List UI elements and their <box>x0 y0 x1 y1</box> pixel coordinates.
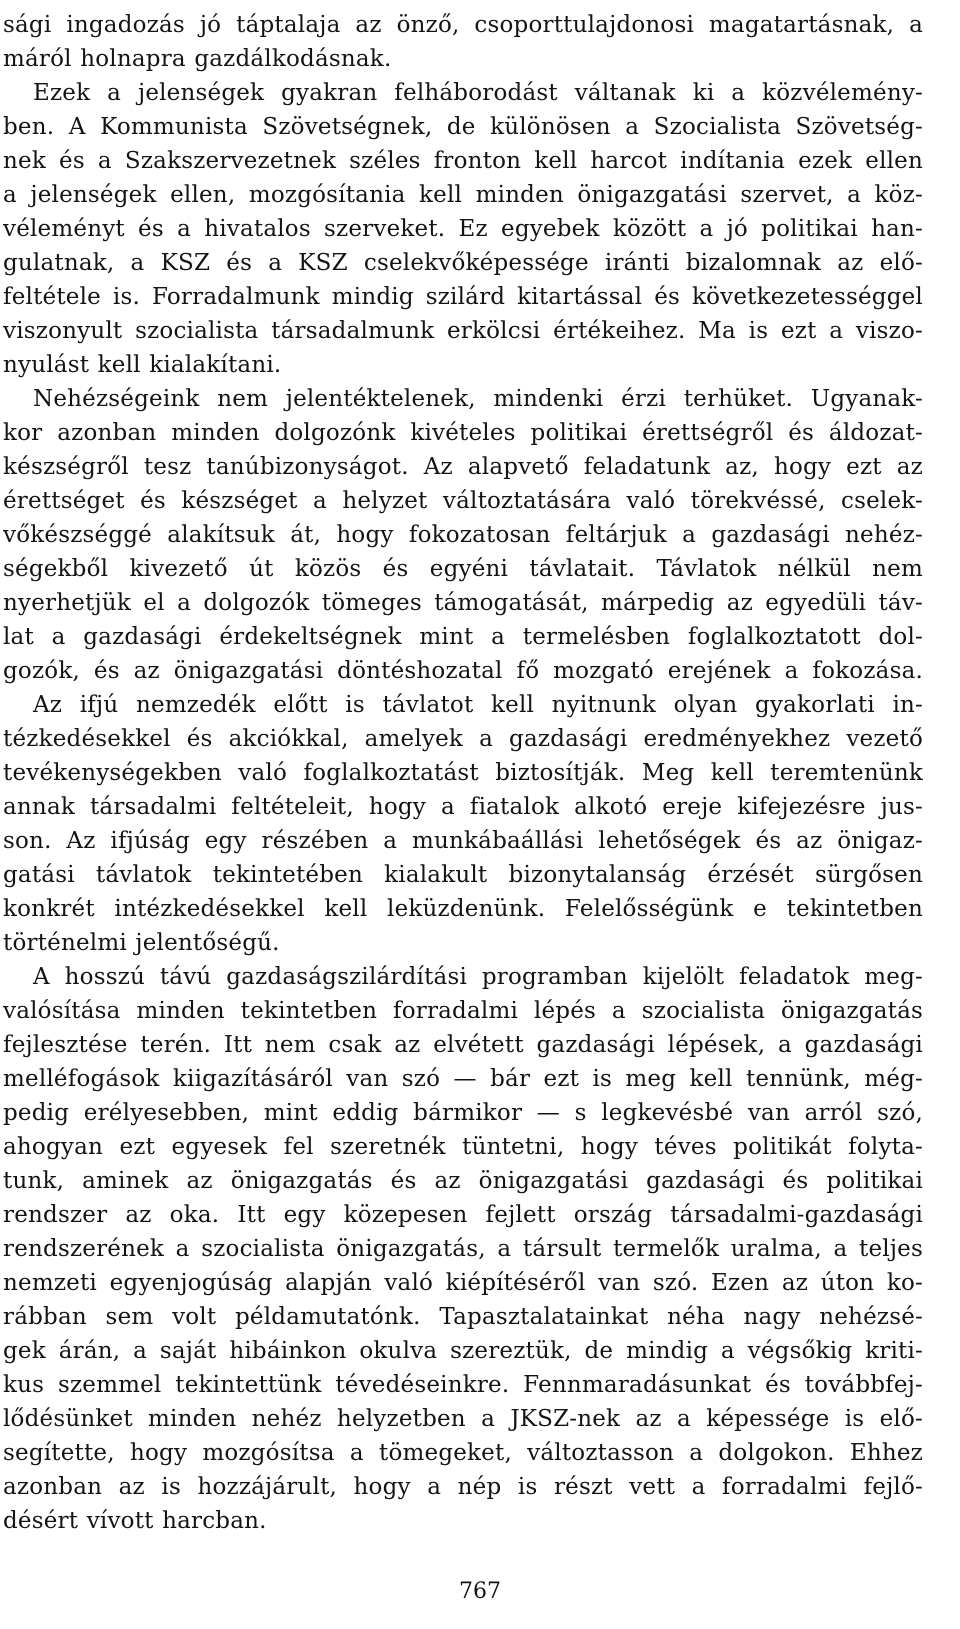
text-line: son. Az ifjúság egy részében a munkábaállási lehetőségek és az önigaz- <box>3 828 923 854</box>
text-line: lat a gazdasági érdekeltségnek mint a termelésben foglalkoztatott dol- <box>3 624 923 650</box>
text-line: sági ingadozás jó táptalaja az önző, csoporttulajdonosi magatartásnak, a <box>3 12 923 38</box>
text-line: érettséget és készséget a helyzet változtatására való törekvéssé, cselek- <box>3 488 923 514</box>
text-line: Nehézségeink nem jelentéktelenek, mindenki érzi terhüket. Ugyanak- <box>33 386 923 412</box>
body-text <box>3 8 923 1538</box>
page-number: 767 <box>459 1579 501 1604</box>
text-line: gek árán, a saját hibáinkon okulva szereztük, de mindig a végsőkig kriti- <box>3 1338 923 1364</box>
text-line: feltétele is. Forradalmunk mindig szilárd kitartással és következetességgel <box>3 284 923 310</box>
text-line: désért vívott harcban. <box>3 1508 267 1534</box>
text-line: valósítása minden tekintetben forradalmi lépés a szocialista önigazgatás <box>3 998 923 1024</box>
text-line: lődésünket minden nehéz helyzetben a JKSZ-nek az a képessége is elő- <box>3 1406 923 1432</box>
text-line: azonban az is hozzájárult, hogy a nép is részt vett a forradalmi fejlő- <box>3 1474 923 1500</box>
text-line: rendszer az oka. Itt egy közepesen fejlett ország társadalmi-gazdasági <box>3 1202 923 1228</box>
text-line: ahogyan ezt egyesek fel szeretnék tüntetni, hogy téves politikát folyta- <box>3 1134 923 1160</box>
text-line: nyulást kell kialakítani. <box>3 352 282 378</box>
text-line: a jelenségek ellen, mozgósítania kell minden önigazgatási szervet, a köz- <box>3 182 923 208</box>
text-line: tézkedésekkel és akciókkal, amelyek a gazdasági eredményekhez vezető <box>3 726 923 752</box>
text-line: máról holnapra gazdálkodásnak. <box>3 46 392 72</box>
text-line: nyerhetjük el a dolgozók tömeges támogatását, márpedig az egyedüli táv- <box>3 590 923 616</box>
text-line: pedig erélyesebben, mint eddig bármikor — s legkevésbé van arról szó, <box>3 1100 923 1126</box>
text-line: segítette, hogy mozgósítsa a tömegeket, változtasson a dolgokon. Ehhez <box>3 1440 923 1466</box>
text-line: gozók, és az önigazgatási döntéshozatal fő mozgató erejének a fokozása. <box>3 658 923 684</box>
text-line: rábban sem volt példamutatónk. Tapasztalatainkat néha nagy nehézsé- <box>3 1304 923 1330</box>
text-line: fejlesztése terén. Itt nem csak az elvétett gazdasági lépések, a gazdasági <box>3 1032 923 1058</box>
text-line: vőkészséggé alakítsuk át, hogy fokozatosan feltárjuk a gazdasági nehéz- <box>3 522 923 548</box>
text-line: viszonyult szocialista társadalmunk erkölcsi értékeihez. Ma is ezt a viszo- <box>3 318 923 344</box>
text-line: gulatnak, a KSZ és a KSZ cselekvőképessége iránti bizalomnak az elő- <box>3 250 923 276</box>
text-line: Ezek a jelenségek gyakran felháborodást váltanak ki a közvélemény- <box>33 80 923 106</box>
text-line: rendszerének a szocialista önigazgatás, a társult termelők uralma, a teljes <box>3 1236 923 1262</box>
text-line: történelmi jelentőségű. <box>3 930 280 956</box>
text-line: kus szemmel tekintettünk tévedéseinkre. Fennmaradásunkat és továbbfej- <box>3 1372 923 1398</box>
text-line: tevékenységekben való foglalkoztatást biztosítják. Meg kell teremtenünk <box>3 760 923 786</box>
text-line: tunk, aminek az önigazgatás és az önigazgatási gazdasági és politikai <box>3 1168 923 1194</box>
text-line: kor azonban minden dolgozónk kivételes politikai érettségről és áldozat- <box>3 420 923 446</box>
text-line: gatási távlatok tekintetében kialakult bizonytalanság érzését sürgősen <box>3 862 923 888</box>
text-line: ségekből kivezető út közös és egyéni távlatait. Távlatok nélkül nem <box>3 556 923 582</box>
text-line: ben. A Kommunista Szövetségnek, de különösen a Szocialista Szövetség- <box>3 114 923 140</box>
text-line: készségről tesz tanúbizonyságot. Az alapvető feladatunk az, hogy ezt az <box>3 454 923 480</box>
text-line: nek és a Szakszervezetnek széles fronton kell harcot indítania ezek ellen <box>3 148 923 174</box>
text-line: konkrét intézkedésekkel kell leküzdenünk. Felelősségünk e tekintetben <box>3 896 923 922</box>
text-line: véleményt és a hivatalos szerveket. Ez egyebek között a jó politikai han- <box>3 216 923 242</box>
text-line: melléfogások kiigazításáról van szó — bár ezt is meg kell tennünk, még- <box>3 1066 923 1092</box>
text-line: Az ifjú nemzedék előtt is távlatot kell nyitnunk olyan gyakorlati in- <box>33 692 923 718</box>
text-line: A hosszú távú gazdaságszilárdítási programban kijelölt feladatok meg- <box>33 964 923 990</box>
text-line: annak társadalmi feltételeit, hogy a fiatalok alkotó ereje kifejezésre jus- <box>3 794 923 820</box>
text-line: nemzeti egyenjogúság alapján való kiépítéséről van szó. Ezen az úton ko- <box>3 1270 923 1296</box>
